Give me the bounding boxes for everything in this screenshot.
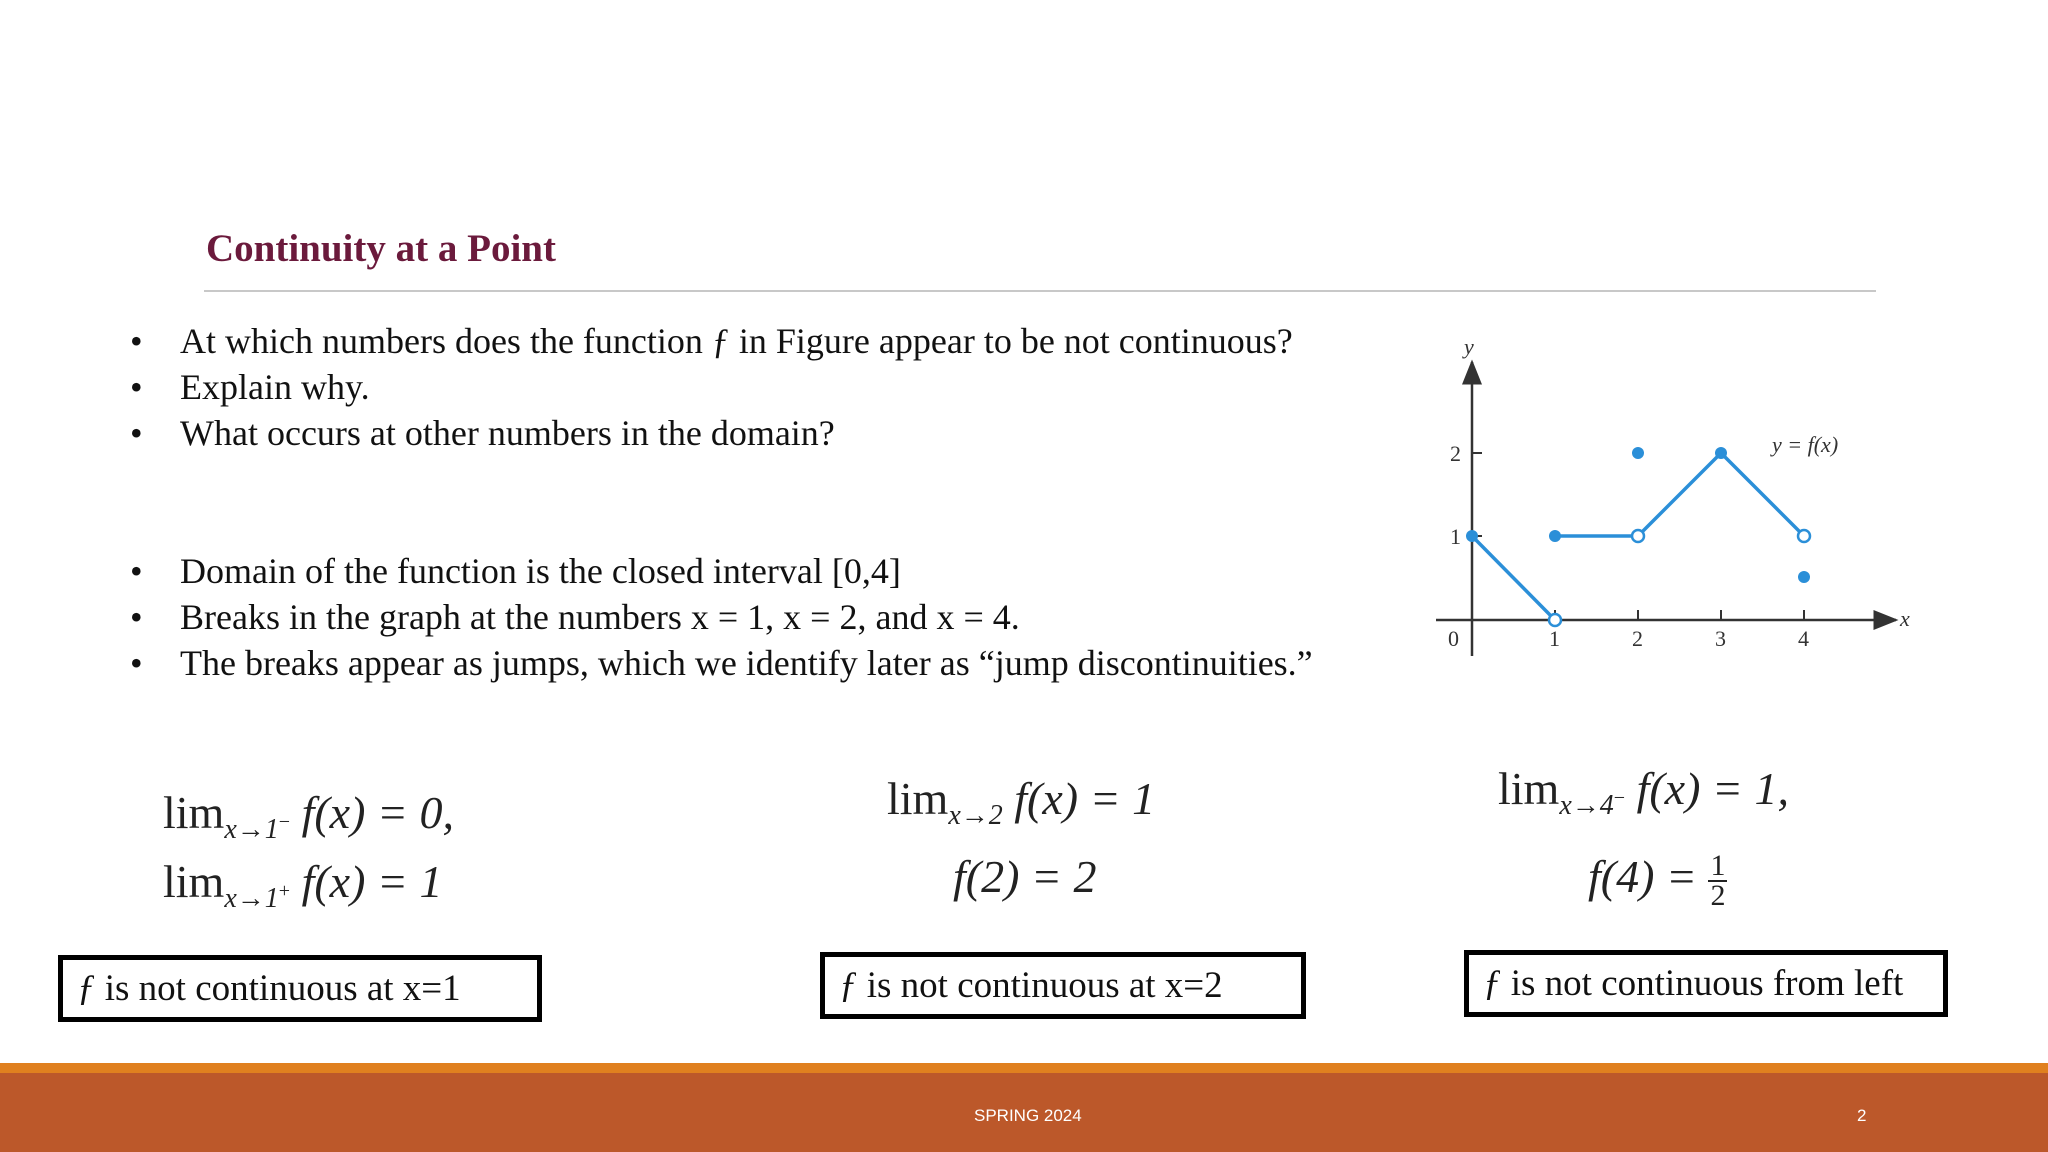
- value-f4: f(4) = $\frac{1}{2}$: [1588, 849, 1726, 913]
- closed-point: [1549, 530, 1561, 542]
- limit-x1-right: $\lim_{x\to 1^+} f(x) = 1$: [163, 856, 443, 914]
- closed-point: [1798, 571, 1810, 583]
- closed-point: [1632, 447, 1644, 459]
- question-list: [130, 318, 1293, 456]
- open-point: [1549, 614, 1561, 626]
- answer-list: [130, 548, 1313, 686]
- x-tick-label: 1: [1549, 626, 1560, 651]
- title-divider: [204, 290, 1876, 292]
- x-tick-label: 4: [1798, 626, 1809, 651]
- value-f2: f(2) = 2: [953, 851, 1097, 902]
- question-item: • At which numbers does the function ƒ in Figure appear to be not continuous?: [130, 318, 1293, 364]
- y-tick-label: 2: [1450, 441, 1461, 466]
- question-item: • What occurs at other numbers in the domain?: [130, 410, 1293, 456]
- question-item: • Explain why.: [130, 364, 1293, 410]
- x-tick-label: 3: [1715, 626, 1726, 651]
- open-point: [1798, 530, 1810, 542]
- answer-item: • The breaks appear as jumps, which we identify later as “jump discontinuities.”: [130, 640, 1313, 686]
- conclusion-box-x1: ƒ is not continuous at x=1: [58, 955, 542, 1022]
- limit-x4-left: $\lim_{x\to 4^-} f(x) = 1$,: [1498, 763, 1789, 821]
- fraction-one-half: $\frac{1}{2}$: [1710, 849, 1726, 913]
- y-tick-label: 1: [1450, 524, 1461, 549]
- slide-title: Continuity at a Point: [206, 227, 556, 270]
- closed-point: [1715, 447, 1727, 459]
- x-tick-label: 2: [1632, 626, 1643, 651]
- page-number: 2: [1857, 1106, 1867, 1125]
- function-label: y = f(x): [1772, 432, 1839, 457]
- open-point: [1632, 530, 1644, 542]
- closed-point: [1466, 530, 1478, 542]
- conclusion-box-x2: ƒ is not continuous at x=2: [820, 952, 1306, 1019]
- function-graph: [1420, 328, 1930, 668]
- footer-stripe: [0, 1063, 2048, 1073]
- conclusion-box-x4: ƒ is not continuous from left: [1464, 950, 1948, 1017]
- y-axis-label: y: [1464, 334, 1474, 359]
- answer-item: • Breaks in the graph at the numbers x = 1, x = 2, and x = 4.: [130, 594, 1313, 640]
- limit-x2: $\lim_{x\to 2} f(x) = 1$: [887, 773, 1156, 831]
- footer-term: SPRING 2024: [974, 1106, 1082, 1125]
- x-axis-label: x: [1900, 606, 1910, 631]
- answer-item: • Domain of the function is the closed interval [0,4]: [130, 548, 1313, 594]
- origin-label: 0: [1448, 626, 1459, 651]
- limit-x1-left: $\lim_{x\to 1^-} f(x) = 0$,: [163, 787, 454, 845]
